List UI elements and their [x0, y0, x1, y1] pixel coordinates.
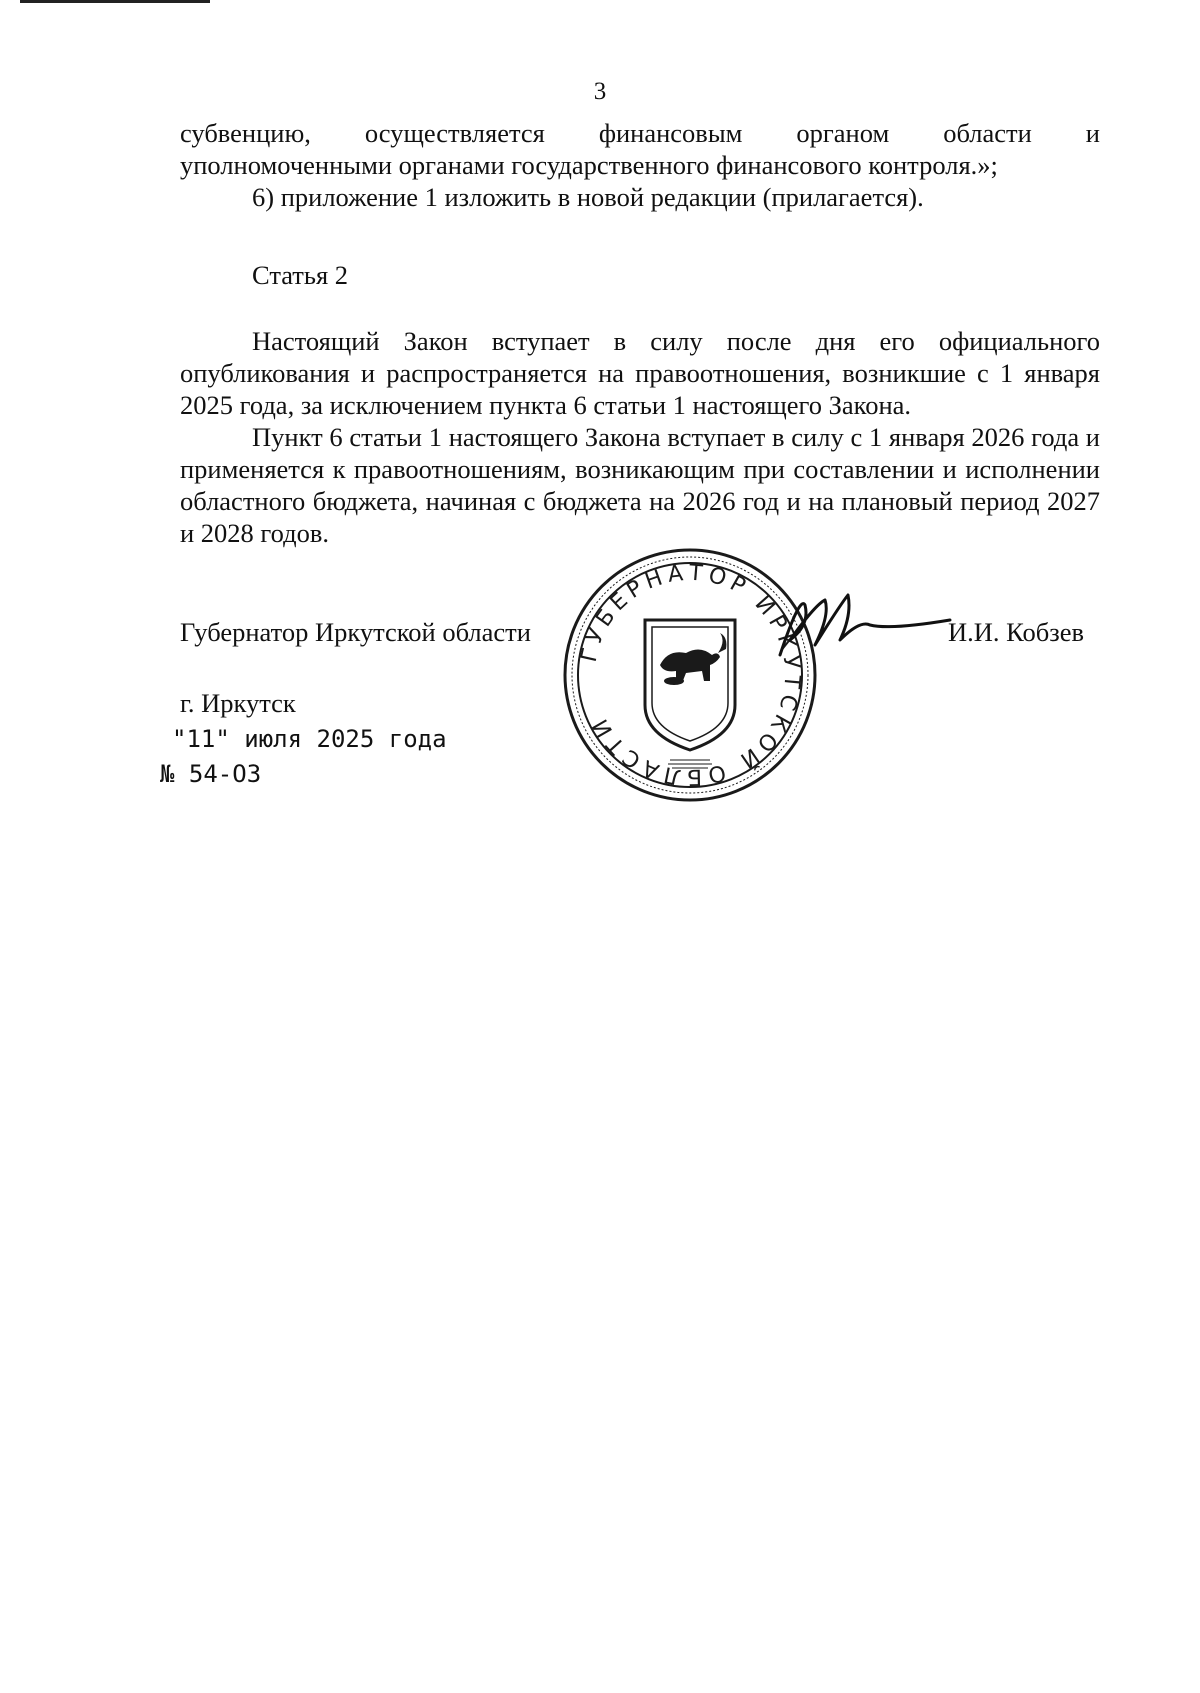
handwritten-signature: [770, 585, 970, 665]
governor-title: Губернатор Иркутской области: [180, 617, 531, 647]
paragraph-2: 6) приложение 1 изложить в новой редакции (прилагается).: [252, 182, 924, 212]
governor-name: И.И. Кобзев: [948, 617, 1084, 647]
seal-shield-inner: [652, 627, 728, 741]
paragraph-3: Настоящий Закон вступает в силу после дня его официального опубликования и распространяется на правоотношения, возникшие с 1 января 2025 года, за исключением пункта 6 статьи 1 настоящего Закона.: [180, 326, 1100, 420]
page-number: 3: [593, 78, 607, 105]
paragraph-1-line-2: уполномоченными органами государственного финансового контроля.»;: [180, 150, 998, 180]
seal-babr-emblem: [660, 633, 726, 685]
body-text-upper: [180, 117, 1100, 213]
official-seal: [560, 545, 820, 805]
seal-shield: [645, 620, 735, 750]
top-rule: [20, 0, 210, 3]
signing-date: "11" июля 2025 года: [172, 725, 447, 753]
paragraph-1-line-1: субвенцию, осуществляется финансовым органом области и: [180, 118, 1100, 148]
city: г. Иркутск: [180, 688, 296, 718]
paragraph-4: Пункт 6 статьи 1 настоящего Закона вступает в силу с 1 января 2026 года и применяется к правоотношениям, возникающим при составлении и исполнении областного бюджета, начиная с бюджета на 2026 год и на плановый период 2027 и 2028 годов.: [180, 422, 1100, 548]
body-text-lower: [180, 325, 1100, 549]
seal-text: ГУБЕРНАТОР ИРКУТСКОЙ ОБЛАСТИ: [576, 560, 805, 790]
article-heading: Статья 2: [252, 260, 349, 290]
law-number: № 54-ОЗ: [160, 760, 262, 788]
